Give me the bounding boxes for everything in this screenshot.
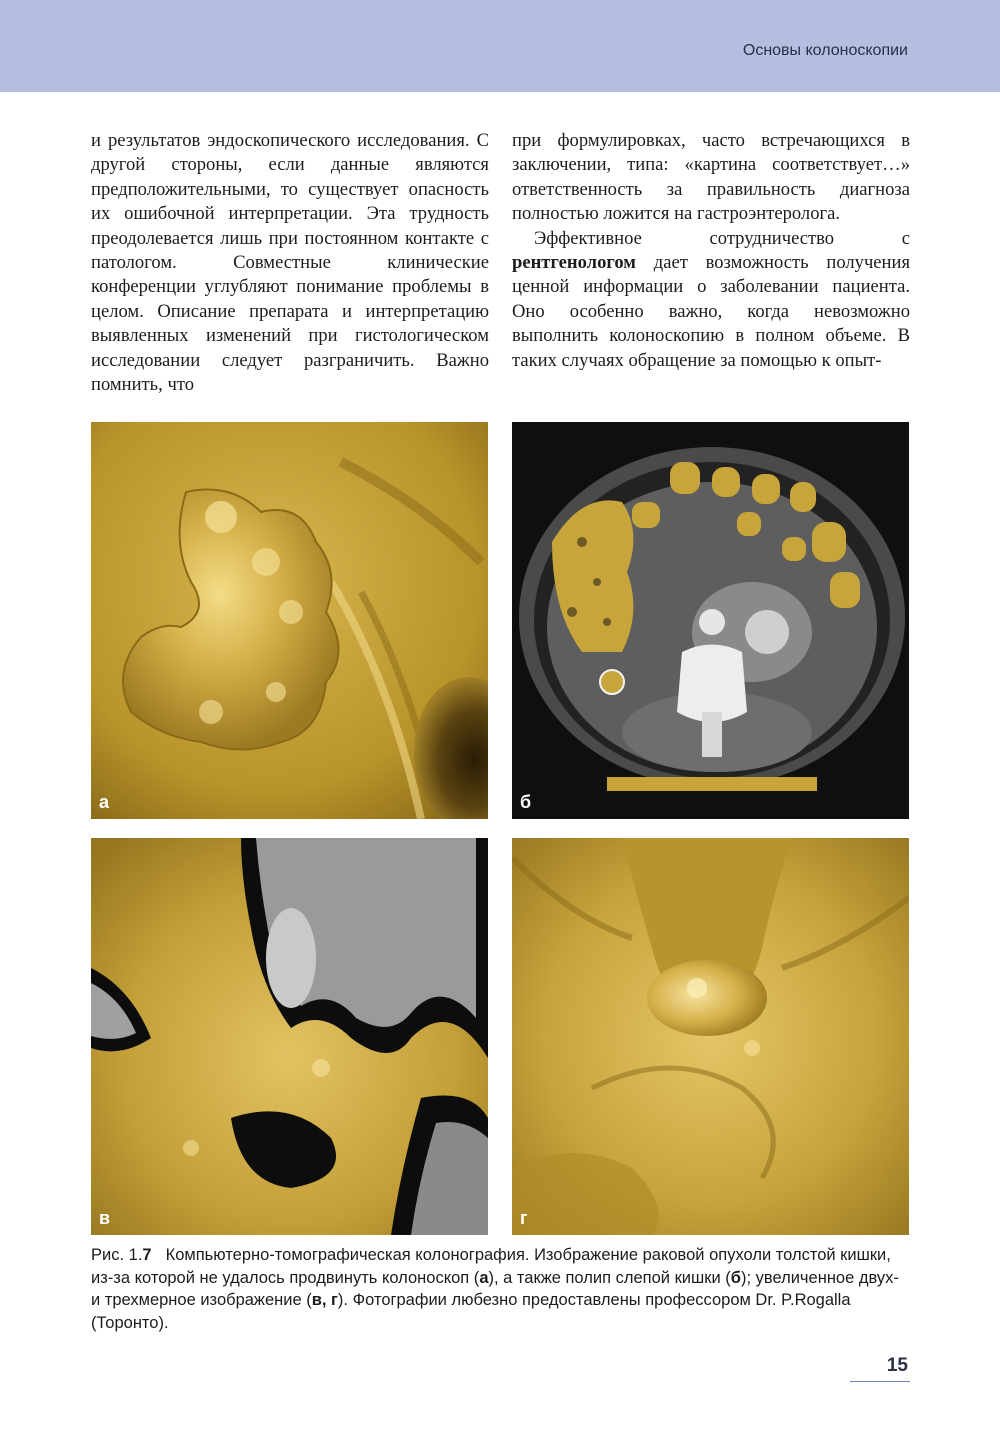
panel-label-a: а (99, 792, 110, 812)
panel-label-b: б (520, 792, 532, 812)
ct-axial-slice-image (512, 422, 909, 819)
body-column-left (91, 129, 489, 397)
page-header (0, 0, 1000, 92)
paragraph-1: при формулировках, часто встречающихся в заключении, типа: «картина соответствует…» ответственность за правильность диагноза полностью ложится на гастроэнтеролога. (512, 130, 910, 225)
figure-panel-v (91, 838, 488, 1235)
figure-panel-g (512, 838, 909, 1235)
running-head: Основы колоноскопии (742, 42, 908, 59)
paragraph-continued: и результатов эндоскопического исследования. С другой стороны, если данные являются предположительными, то существует опасность их ошибочной интерпретации. Эта трудность преодолевается лишь при постоянном контакте с патологом. Совместные клинические конференции углубляют понимание проблемы в целом. Описание препарата и интерпретацию выявленных изменений при гистологическом исследовании следует разграничить. Важно помнить, что (91, 130, 489, 396)
body-column-right (512, 129, 910, 373)
panel-label-g: г (520, 1208, 528, 1228)
colon-2d-3d-image (91, 838, 488, 1235)
figure-number: Рис. 1.7 (91, 1246, 152, 1264)
figure-panel-b (512, 422, 909, 819)
colon-tumor-3d-image (91, 422, 488, 819)
cecal-polyp-3d-image (512, 838, 909, 1235)
paragraph-2: Эффективное сотрудничество с рентгенологом дает возможность получения ценной информации о заболевании пациента. Оно особенно важно, когда невозможно выполнить колоноскопию в полном объеме. В таких случаях обращение за помощью к опыт- (512, 227, 910, 371)
figure-panel-a (91, 422, 488, 819)
page-number-rule (850, 1381, 910, 1382)
panel-label-v: в (99, 1208, 111, 1228)
figure-caption: Рис. 1.7 Компьютерно-томографическая колонография. Изображение раковой опухоли толстой кишки, из-за которой не удалось продвинуть колоноскоп (а), а также полип слепой кишки (б); увеличенное двух- и трехмерное изображение (в, г). Фотографии любезно предоставлены профессором Dr. P.Rogalla (Торонто). (91, 1246, 899, 1332)
bold-term: рентгенологом (512, 252, 636, 274)
page-number: 15 (886, 1355, 908, 1376)
